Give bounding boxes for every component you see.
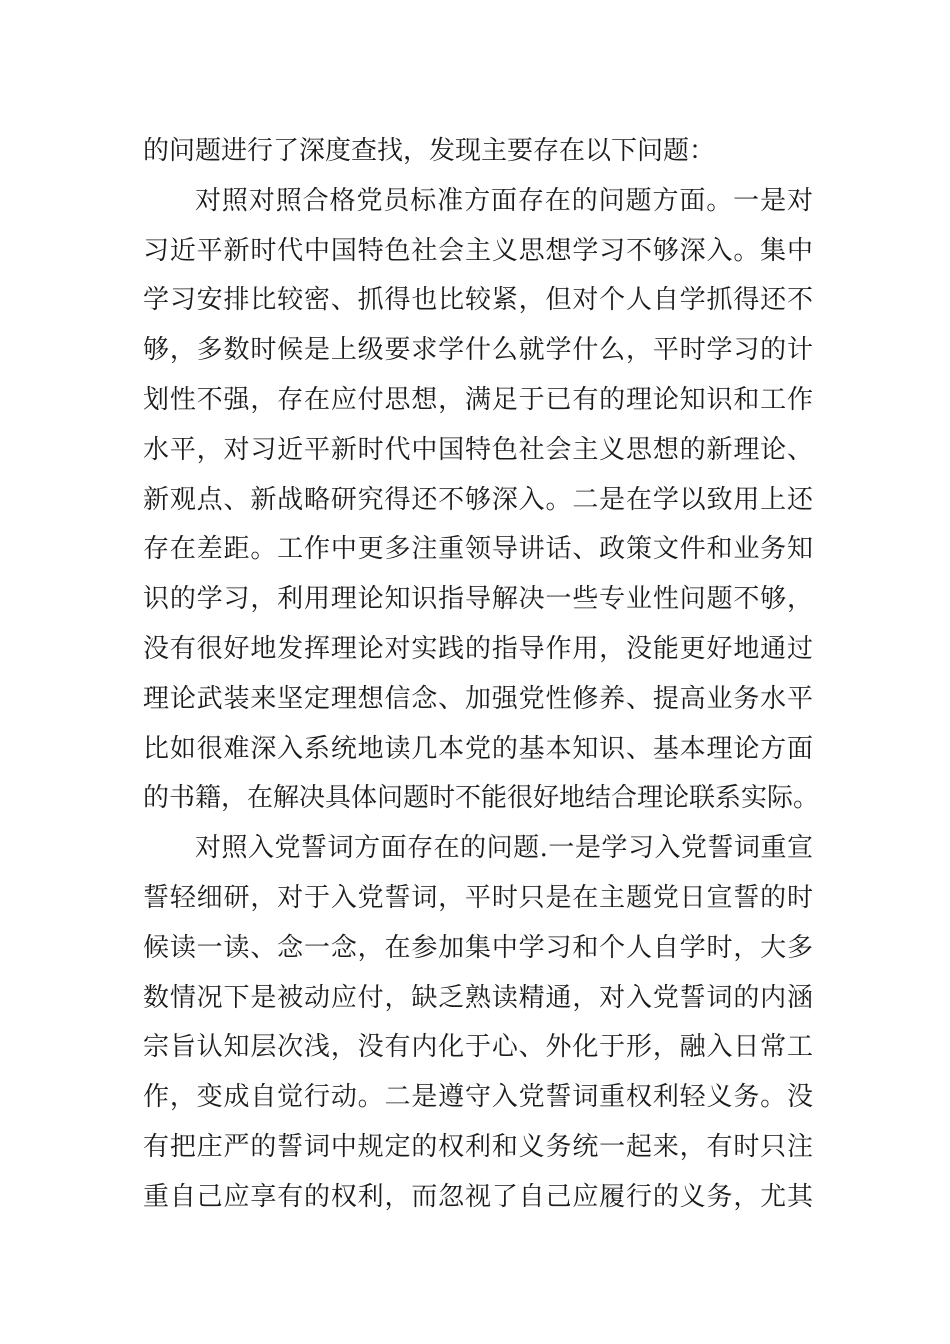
text-line: 数情况下是被动应付，缺乏熟读精通，对入党誓词的内涵 xyxy=(143,982,813,1013)
text-line: 新观点、新战略研究得还不够深入。二是在学以致用上还 xyxy=(143,484,813,515)
text-line: 习近平新时代中国特色社会主义思想学习不够深入。集中 xyxy=(143,235,813,266)
text-line-paragraph-1-start: 对照对照合格党员标准方面存在的问题方面。一是对 xyxy=(195,185,813,216)
text-line: 理论武装来坚定理想信念、加强党性修养、提高业务水平 xyxy=(143,683,813,714)
text-line: 作，变成自觉行动。二是遵守入党誓词重权利轻义务。没 xyxy=(143,1082,813,1113)
text-line: 没有很好地发挥理论对实践的指导作用，没能更好地通过 xyxy=(143,633,813,664)
text-line: 有把庄严的誓词中规定的权利和义务统一起来，有时只注 xyxy=(143,1131,813,1162)
text-line: 重自己应享有的权利，而忽视了自己应履行的义务，尤其 xyxy=(143,1181,813,1212)
text-line: 比如很难深入系统地读几本党的基本知识、基本理论方面 xyxy=(143,733,813,764)
text-line: 宗旨认知层次浅，没有内化于心、外化于形，融入日常工 xyxy=(143,1032,813,1063)
text-line: 水平，对习近平新时代中国特色社会主义思想的新理论、 xyxy=(143,434,813,465)
text-line-paragraph-1-end: 的书籍，在解决具体问题时不能很好地结合理论联系实际。 xyxy=(143,783,820,814)
text-line: 识的学习，利用理论知识指导解决一些专业性问题不够， xyxy=(143,584,813,615)
text-line: 划性不强，存在应付思想，满足于已有的理论知识和工作 xyxy=(143,384,813,415)
text-line-paragraph-continuation: 的问题进行了深度查找，发现主要存在以下问题： xyxy=(143,136,716,166)
text-line: 学习安排比较密、抓得也比较紧，但对个人自学抓得还不 xyxy=(143,285,813,316)
body-text xyxy=(143,127,820,1223)
text-line: 存在差距。工作中更多注重领导讲话、政策文件和业务知 xyxy=(143,534,813,565)
text-line-paragraph-2-start: 对照入党誓词方面存在的问题.一是学习入党誓词重宣 xyxy=(195,833,813,864)
text-line: 够，多数时候是上级要求学什么就学什么，平时学习的计 xyxy=(143,335,813,366)
text-line: 誓轻细研，对于入党誓词，平时只是在主题党日宣誓的时 xyxy=(143,882,813,913)
text-line: 候读一读、念一念，在参加集中学习和个人自学时，大多 xyxy=(143,932,813,963)
